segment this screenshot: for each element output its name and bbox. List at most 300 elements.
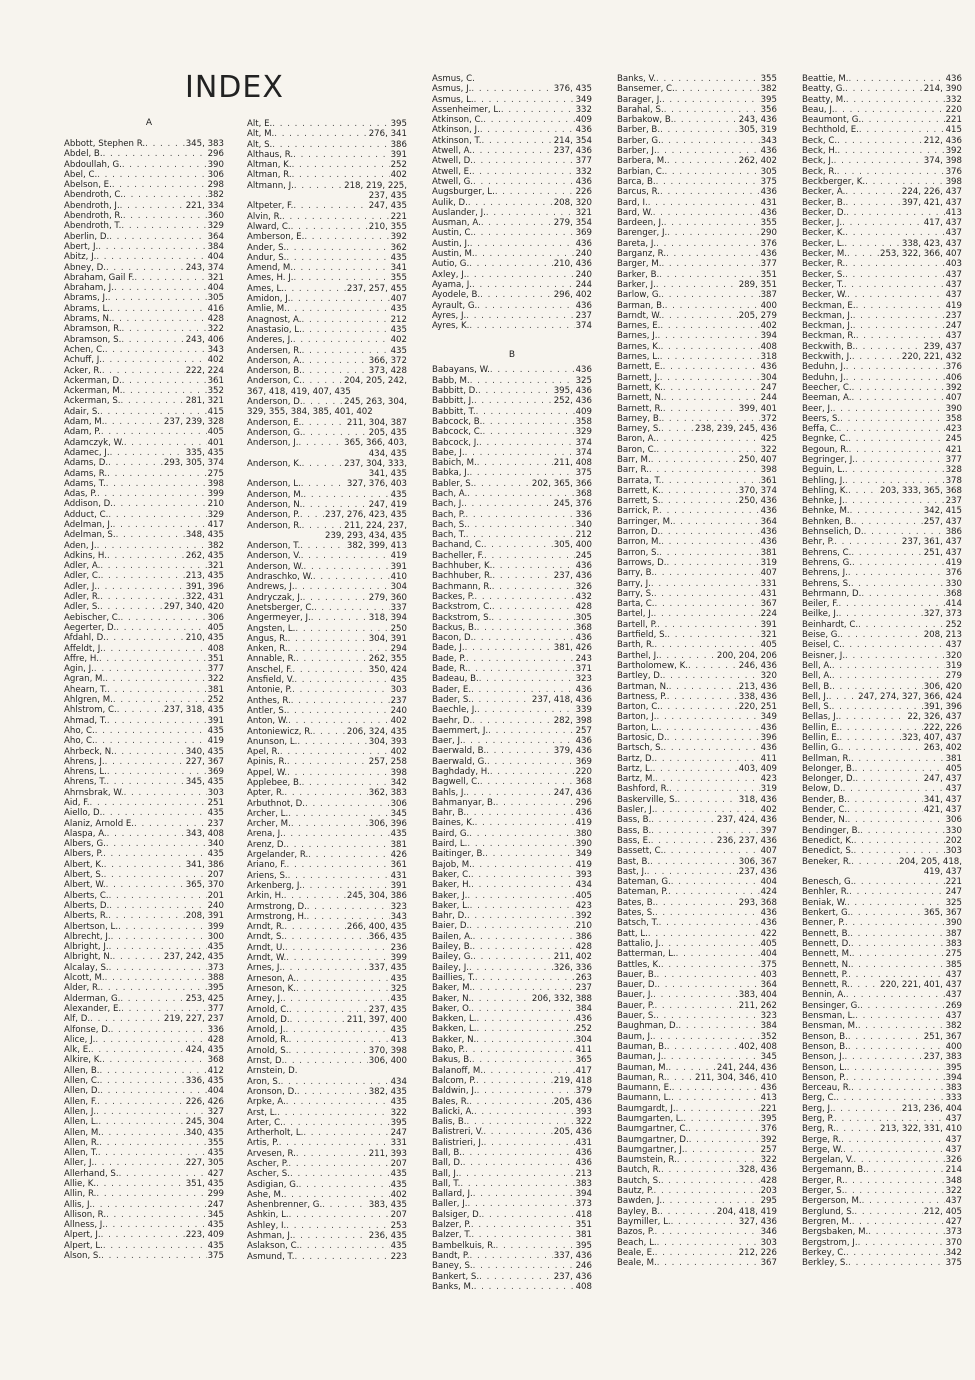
index-entry xyxy=(247,665,407,675)
entry-name: Beduhn, J. xyxy=(802,362,846,373)
entry-name: Baron, A. xyxy=(617,434,657,445)
entry-name: Argelander, R. xyxy=(247,850,309,861)
entry-name: Barnes, L. xyxy=(617,352,660,363)
index-entry xyxy=(247,479,407,489)
entry-pages: 436 xyxy=(760,506,777,517)
entry-pages: 395 xyxy=(390,119,407,129)
entry-pages: 211, 224, 237, xyxy=(344,520,407,531)
entry-pages: 208, 391 xyxy=(185,911,224,922)
entry-pages: 384 xyxy=(207,241,224,252)
entry-pages: 387 xyxy=(945,928,962,939)
leader-dots xyxy=(94,664,207,674)
entry-pages: 330 xyxy=(945,825,962,836)
entry-name: Anderson, T. xyxy=(247,541,301,552)
entry-pages: 245 xyxy=(575,550,592,561)
index-entry xyxy=(64,767,224,777)
entry-name: Barrows, D. xyxy=(617,557,667,568)
entry-pages: 422 xyxy=(760,928,777,939)
entry-name: Agran, M. xyxy=(64,674,106,685)
entry-pages: 208, 320 xyxy=(553,197,592,208)
index-entry xyxy=(64,252,224,262)
index-entry xyxy=(247,325,407,335)
entry-pages: 247, 435 xyxy=(368,201,407,212)
leader-dots xyxy=(463,736,575,746)
leader-dots xyxy=(474,95,575,105)
index-entry xyxy=(617,692,777,702)
index-entry xyxy=(64,911,224,921)
leader-dots xyxy=(661,476,759,486)
entry-name: Arnst, D. xyxy=(247,1056,285,1067)
entry-pages: 342 xyxy=(390,778,407,788)
entry-pages: 408 xyxy=(575,1281,592,1292)
leader-dots xyxy=(121,396,185,406)
entry-pages: 364 xyxy=(760,516,777,527)
entry-name: Babcock, C. xyxy=(432,427,483,438)
index-entry xyxy=(802,74,962,84)
index-entry xyxy=(247,582,407,592)
leader-dots xyxy=(656,74,760,84)
index-entry xyxy=(64,1014,224,1024)
leader-dots xyxy=(476,1076,553,1086)
entry-pages: 350, 424 xyxy=(368,664,407,675)
entry-name: Amidon, J. xyxy=(247,294,291,305)
index-entry xyxy=(432,249,592,259)
entry-name: Bergelan, V. xyxy=(802,1155,854,1166)
entry-pages: 374 xyxy=(575,447,592,458)
entry-name: Armstrong, D. xyxy=(247,901,307,912)
entry-pages: 221 xyxy=(945,115,962,126)
index-entry xyxy=(802,445,962,455)
index-entry xyxy=(64,705,224,715)
leader-dots xyxy=(657,1258,760,1268)
leader-dots xyxy=(462,1148,575,1158)
leader-dots xyxy=(846,1248,945,1258)
entry-name: Andraschko, W. xyxy=(247,572,313,583)
leader-dots xyxy=(302,459,344,469)
index-entry xyxy=(432,311,592,321)
index-entry xyxy=(802,877,962,887)
entry-pages: 379 xyxy=(575,1086,592,1097)
entry-pages: 323 xyxy=(390,901,407,912)
leader-dots xyxy=(661,424,694,434)
leader-dots xyxy=(853,877,944,887)
entry-pages: 241, 244, 436 xyxy=(716,1062,777,1073)
entry-name: Bakus, B. xyxy=(432,1055,472,1066)
entry-pages: 207 xyxy=(390,1158,407,1169)
leader-dots xyxy=(829,692,857,702)
entry-pages: 323 xyxy=(575,674,592,685)
leader-dots xyxy=(97,170,206,180)
index-entry xyxy=(64,798,224,808)
entry-name: Backes, P. xyxy=(432,591,475,602)
entry-name: Alberts, D. xyxy=(64,900,110,911)
leader-dots xyxy=(289,1005,368,1015)
entry-pages: 205, 279 xyxy=(738,310,777,321)
entry-name: Becker, K. xyxy=(802,228,846,239)
entry-name: Beers, S. xyxy=(802,413,841,424)
entry-name: Ansfield, V. xyxy=(247,675,295,686)
entry-pages: 398 xyxy=(207,478,224,489)
index-entry xyxy=(64,345,224,355)
entry-pages: 364 xyxy=(207,231,224,242)
index-entry xyxy=(617,929,777,939)
entry-name: Berg, C. xyxy=(802,1093,837,1104)
leader-dots xyxy=(490,365,575,375)
entry-pages: 237 xyxy=(575,983,592,994)
leader-dots xyxy=(296,984,390,994)
index-entry xyxy=(802,1165,962,1175)
index-entry xyxy=(432,218,592,228)
leader-dots xyxy=(482,417,574,427)
leader-dots xyxy=(474,592,574,602)
entry-name: Bellman, R. xyxy=(802,753,851,764)
leader-dots xyxy=(852,352,901,362)
entry-pages: 436 xyxy=(760,362,777,373)
index-entry xyxy=(617,579,777,589)
entry-pages: 348, 435 xyxy=(185,530,224,541)
leader-dots xyxy=(664,393,760,403)
leader-dots xyxy=(688,1124,760,1134)
entry-pages: 382, 435 xyxy=(368,1086,407,1097)
index-entry xyxy=(64,407,224,417)
leader-dots xyxy=(856,331,945,341)
index-entry xyxy=(617,1238,777,1248)
entry-pages: 365, 367 xyxy=(923,908,962,919)
entry-name: Anagnost, A. xyxy=(247,314,302,325)
entry-name: Berceau, R. xyxy=(802,1083,852,1094)
index-entry xyxy=(802,208,962,218)
entry-name: Albers, P. xyxy=(64,849,104,860)
entry-pages: 431 xyxy=(390,870,407,881)
index-entry xyxy=(617,506,777,516)
leader-dots xyxy=(840,414,944,424)
leader-dots xyxy=(471,685,575,695)
leader-dots xyxy=(853,311,945,321)
entry-pages: 374 xyxy=(575,437,592,448)
index-entry xyxy=(617,1052,777,1062)
entry-name: Andryczak, J. xyxy=(247,592,303,603)
entry-pages: 237, 418, 436 xyxy=(531,694,592,705)
entry-pages: 435 xyxy=(390,1241,407,1252)
leader-dots xyxy=(838,712,906,722)
entry-pages: 419 xyxy=(390,551,407,562)
entry-pages: 382, 399, 413 xyxy=(346,541,407,552)
entry-name: Arkenberg, J. xyxy=(247,880,303,891)
index-entry xyxy=(617,373,777,383)
entry-pages: 205, 436 xyxy=(553,1096,592,1107)
entry-name: Arndt, W. xyxy=(247,953,287,964)
entry-name: Albert, S. xyxy=(64,870,104,881)
leader-dots xyxy=(480,777,575,787)
index-entry xyxy=(64,1158,224,1168)
entry-pages: 304 xyxy=(575,1034,592,1045)
index-entry xyxy=(802,1145,962,1155)
entry-pages: 405 xyxy=(945,763,962,774)
leader-dots xyxy=(660,125,738,135)
index-entry xyxy=(64,1241,224,1251)
entry-pages: 375 xyxy=(207,1251,224,1262)
entry-pages: 237 xyxy=(945,310,962,321)
index-entry xyxy=(247,1159,407,1169)
entry-name: Benson, L. xyxy=(802,1062,847,1073)
index-entry xyxy=(802,177,962,187)
entry-name: Babe, J. xyxy=(432,447,465,458)
index-entry xyxy=(432,156,592,166)
entry-pages: 436 xyxy=(575,561,592,572)
leader-dots xyxy=(688,661,738,671)
index-entry xyxy=(802,548,962,558)
entry-name: Anderes, J. xyxy=(247,335,293,346)
index-entry xyxy=(802,661,962,671)
entry-name: Anderson, A. xyxy=(247,355,302,366)
leader-dots xyxy=(109,942,207,952)
leader-dots xyxy=(845,187,901,197)
entry-pages: 202, 365, 366 xyxy=(531,478,592,489)
entry-name: Baumann, L. xyxy=(617,1093,672,1104)
leader-dots xyxy=(473,932,575,942)
entry-name: Ayama, J. xyxy=(432,279,473,290)
index-entry xyxy=(617,723,777,733)
index-entry xyxy=(247,273,407,283)
entry-name: Becker, D. xyxy=(802,207,847,218)
leader-dots xyxy=(108,510,206,520)
entry-name: Abramson, R. xyxy=(64,324,122,335)
entry-pages: 226 xyxy=(575,187,592,198)
entry-name: Benesch, G. xyxy=(802,877,854,888)
leader-dots xyxy=(837,136,923,146)
leader-dots xyxy=(676,949,760,959)
entry-pages: 204, 418, 419 xyxy=(716,1206,777,1217)
entry-name: Behling, K. xyxy=(802,485,849,496)
entry-pages: 365, 370 xyxy=(185,880,224,891)
entry-pages: 250, 436 xyxy=(738,496,777,507)
entry-name: Arbuthnot, D. xyxy=(247,798,306,809)
index-entry xyxy=(64,592,224,602)
entry-name: Aberlin, D. xyxy=(64,231,110,242)
entry-pages: 236 xyxy=(390,942,407,953)
entry-pages: 237, 436 xyxy=(553,146,592,157)
entry-name: Bellin, G. xyxy=(802,743,841,754)
entry-name: Barnett, K. xyxy=(617,382,663,393)
entry-pages: 417 xyxy=(207,519,224,530)
index-entry xyxy=(247,932,407,942)
index-entry xyxy=(432,870,592,880)
entry-pages: 319 xyxy=(760,557,777,568)
entry-pages: 321 xyxy=(760,630,777,641)
index-entry xyxy=(247,953,407,963)
entry-pages: 322 xyxy=(390,1107,407,1118)
index-entry xyxy=(247,788,407,798)
index-entry xyxy=(617,877,777,887)
index-entry xyxy=(247,469,407,479)
index-entry xyxy=(617,455,777,465)
index-entry xyxy=(802,455,962,465)
entry-name: Arndt, S. xyxy=(247,932,285,943)
entry-name: Beduhn, J. xyxy=(802,372,846,383)
entry-name: Altpeter, F. xyxy=(247,201,294,212)
entry-pages: 340 xyxy=(207,839,224,850)
entry-pages: 399 xyxy=(390,953,407,964)
entry-pages: 276, 341 xyxy=(368,129,407,140)
index-entry xyxy=(802,692,962,702)
entry-name: Baum, J. xyxy=(617,1031,653,1042)
entry-name: Alvin, R. xyxy=(247,211,283,222)
entry-name: Adler, S. xyxy=(64,602,101,613)
index-entry xyxy=(802,702,962,712)
leader-dots xyxy=(474,1107,575,1117)
entry-name: Arnes, J. xyxy=(247,963,283,974)
leader-dots xyxy=(492,582,575,592)
entry-pages: 369 xyxy=(207,767,224,778)
entry-pages: 322 xyxy=(575,1117,592,1128)
entry-pages: 405 xyxy=(207,622,224,633)
index-entry xyxy=(64,747,224,757)
leader-dots xyxy=(654,640,759,650)
entry-pages: 321 xyxy=(207,272,224,283)
entry-pages: 293, 305, 374 xyxy=(163,458,224,469)
entry-name: Beguin, L. xyxy=(802,465,845,476)
leader-dots xyxy=(100,602,163,612)
index-entry xyxy=(247,1128,407,1138)
entry-name: Babcock, J. xyxy=(432,437,480,448)
entry-name: Bennett, N. xyxy=(802,959,851,970)
index-entry xyxy=(247,294,407,304)
leader-dots xyxy=(661,290,759,300)
entry-pages: 355 xyxy=(760,218,777,229)
index-entry xyxy=(802,568,962,578)
leader-dots xyxy=(100,983,206,993)
index-entry xyxy=(247,603,407,613)
entry-name: Aebischer, C. xyxy=(64,612,121,623)
index-entry xyxy=(64,221,224,231)
entry-name: Abramson, S. xyxy=(64,334,122,345)
entry-name: Bergren, M. xyxy=(802,1216,852,1227)
entry-name: Arenz, D. xyxy=(247,839,287,850)
entry-pages: 342, 415 xyxy=(923,506,962,517)
leader-dots xyxy=(107,469,206,479)
index-entry xyxy=(617,1124,777,1134)
entry-name: Bachmann, R. xyxy=(432,581,492,592)
leader-dots xyxy=(97,1097,185,1107)
entry-name: Behnselich, D. xyxy=(802,527,864,538)
entry-name: Becker, W. xyxy=(802,290,848,301)
index-entry xyxy=(247,119,407,129)
entry-pages: 378 xyxy=(945,475,962,486)
entry-name: Bartness, P. xyxy=(617,691,667,702)
index-entry xyxy=(247,315,407,325)
entry-name: Bennett, B. xyxy=(802,928,851,939)
index-entry xyxy=(247,551,407,561)
entry-name: Adelman, S. xyxy=(64,530,116,541)
entry-name: Bauer, P. xyxy=(617,1000,655,1011)
entry-pages: 247 xyxy=(390,1128,407,1139)
index-entry xyxy=(64,922,224,932)
entry-name: Baumgardt, J. xyxy=(617,1103,676,1114)
index-entry xyxy=(617,249,777,259)
index-entry xyxy=(802,929,962,939)
entry-name: Bashford, R. xyxy=(617,784,670,795)
index-column-1 xyxy=(64,117,224,1261)
entry-name: Bajob, M. xyxy=(432,859,472,870)
entry-pages: 415 xyxy=(945,125,962,136)
entry-name: Allen, J. xyxy=(64,1106,97,1117)
entry-pages: 327, 373 xyxy=(923,609,962,620)
leader-dots xyxy=(471,994,531,1004)
entry-pages: 279, 360 xyxy=(368,592,407,603)
entry-name: Anderson, W. xyxy=(247,561,304,572)
entry-pages: 423 xyxy=(945,424,962,435)
index-entry xyxy=(617,568,777,578)
entry-name: Barganz, R. xyxy=(617,249,667,260)
entry-pages: 220 xyxy=(945,104,962,115)
leader-dots xyxy=(293,150,389,160)
index-entry xyxy=(64,438,224,448)
index-entry xyxy=(802,1083,962,1093)
entry-pages: 428 xyxy=(575,602,592,613)
index-entry xyxy=(64,232,224,242)
leader-dots xyxy=(284,1056,367,1066)
entry-name: Allen, D. xyxy=(64,1086,101,1097)
entry-pages: 325 xyxy=(575,375,592,386)
index-entry xyxy=(802,970,962,980)
entry-pages: 437 xyxy=(945,279,962,290)
entry-pages: 402 xyxy=(390,747,407,758)
index-entry xyxy=(432,880,592,890)
leader-dots xyxy=(865,177,944,187)
leader-dots xyxy=(294,273,390,283)
leader-dots xyxy=(114,283,207,293)
index-entry xyxy=(802,1227,962,1237)
entry-pages: 251, 437 xyxy=(923,547,962,558)
index-entry xyxy=(247,222,407,232)
entry-name: Abendroth, C. xyxy=(64,190,124,201)
entry-name: Bailey, B. xyxy=(432,942,473,953)
entry-pages: 423 xyxy=(575,900,592,911)
entry-name: Baker, C. xyxy=(432,869,471,880)
index-entry xyxy=(64,530,224,540)
entry-name: Baitinger, B. xyxy=(432,849,486,860)
index-entry xyxy=(64,273,224,283)
entry-pages: 306, 400 xyxy=(368,1056,407,1067)
index-entry xyxy=(802,280,962,290)
entry-name: Anderson, M. xyxy=(247,489,304,500)
index-entry xyxy=(247,366,407,376)
entry-pages: 253, 322, 366, 407 xyxy=(879,249,962,260)
entry-name: Bauer, B. xyxy=(617,969,657,980)
index-entry xyxy=(617,733,777,743)
entry-pages: 306, 367 xyxy=(738,856,777,867)
entry-pages: 387 xyxy=(760,290,777,301)
entry-pages: 394 xyxy=(760,331,777,342)
entry-name: Beneker, R. xyxy=(802,856,852,867)
entry-pages: 398 xyxy=(760,465,777,476)
entry-name: Bergemann, B. xyxy=(802,1165,866,1176)
index-entry xyxy=(247,521,407,531)
entry-pages: 212, 226 xyxy=(738,1247,777,1258)
leader-dots xyxy=(101,1251,206,1261)
leader-dots xyxy=(97,489,207,499)
entry-pages: 300 xyxy=(207,931,224,942)
leader-dots xyxy=(107,767,207,777)
entry-name: Bartfield, S. xyxy=(617,630,668,641)
index-entry xyxy=(802,1104,962,1114)
entry-pages: 322 xyxy=(760,1155,777,1166)
leader-dots xyxy=(464,499,553,509)
entry-pages: 419 xyxy=(575,859,592,870)
leader-dots xyxy=(471,84,552,94)
leader-dots xyxy=(286,1097,390,1107)
leader-dots xyxy=(660,1207,716,1217)
